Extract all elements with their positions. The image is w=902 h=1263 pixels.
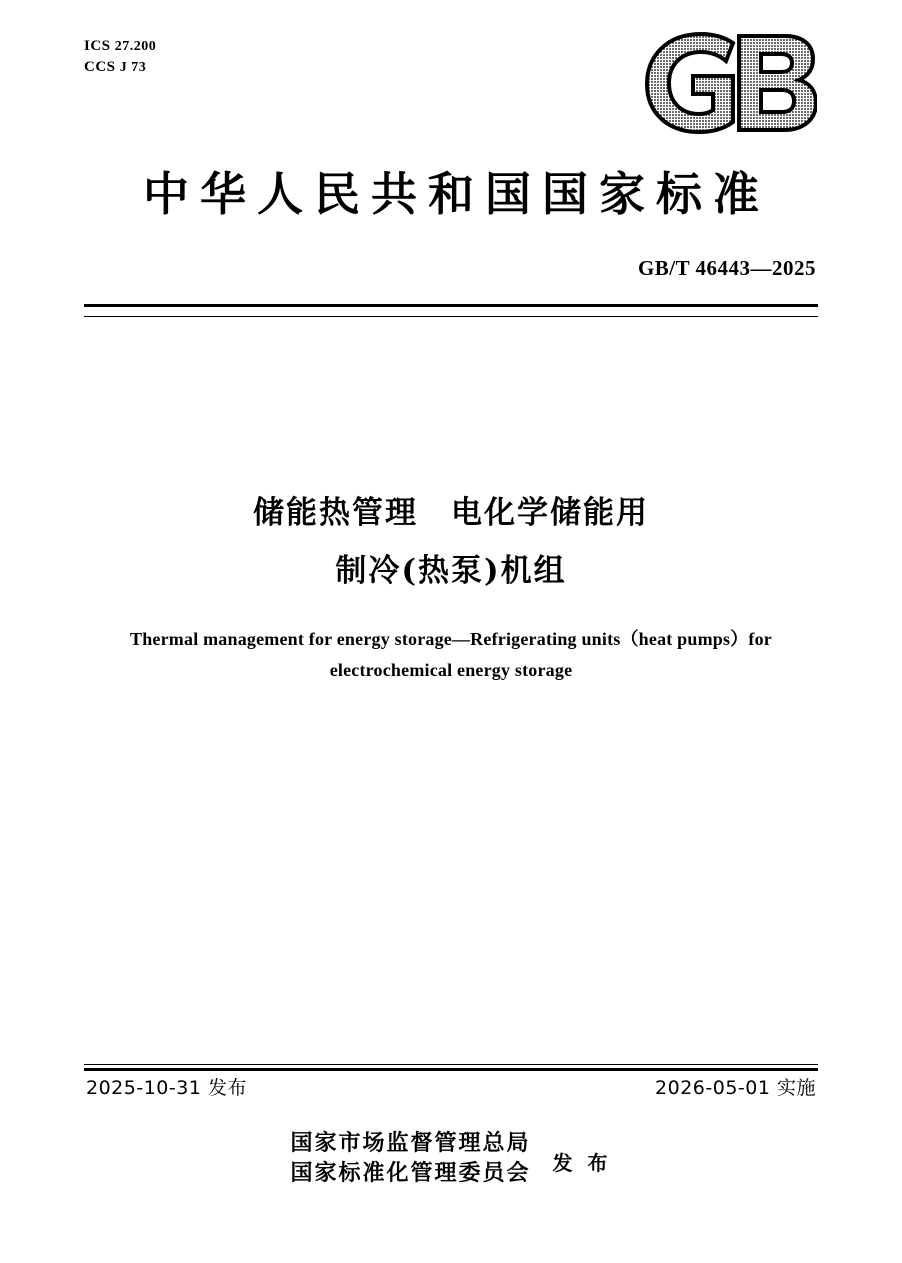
title-chinese-line1: 储能热管理 电化学储能用 [253,495,649,531]
ccs-value: J 73 [119,59,147,75]
issuer-names [291,1128,531,1188]
implementation-date: 2026-05-01 实施 [655,1077,816,1099]
ccs-code-line [84,57,156,78]
header-divider-thick [84,304,818,307]
title-english-line2: electrochemical energy storage [329,660,573,680]
classification-codes [84,36,156,78]
issuer-line-2: 国家标准化管理委员会 [290,1160,531,1186]
ics-code-line [84,36,156,57]
title-english-line1: Thermal management for energy storage—Refrigerating units（heat pumps）for [130,629,772,649]
standard-number: GB/T 46443—2025 [637,256,816,280]
gb-logo-icon [627,24,817,139]
ccs-label: CCS [84,58,116,75]
ics-label: ICS [84,38,111,54]
publish-label: 发 布 [552,1150,612,1175]
issue-date: 2025-10-31 发布 [86,1077,247,1099]
national-standard-header: 中华人民共和国国家标准 [143,167,770,221]
issuer-line-1: 国家市场监督管理总局 [290,1130,531,1156]
footer-divider-thin [84,1064,818,1065]
title-chinese [0,484,902,600]
issuing-organizations [0,1128,902,1188]
title-chinese-line2: 制冷(热泵)机组 [335,553,567,589]
footer-divider-thick [84,1068,818,1071]
ics-value: 27.200 [114,39,157,54]
title-english [90,624,812,686]
header-divider-thin [84,316,818,317]
